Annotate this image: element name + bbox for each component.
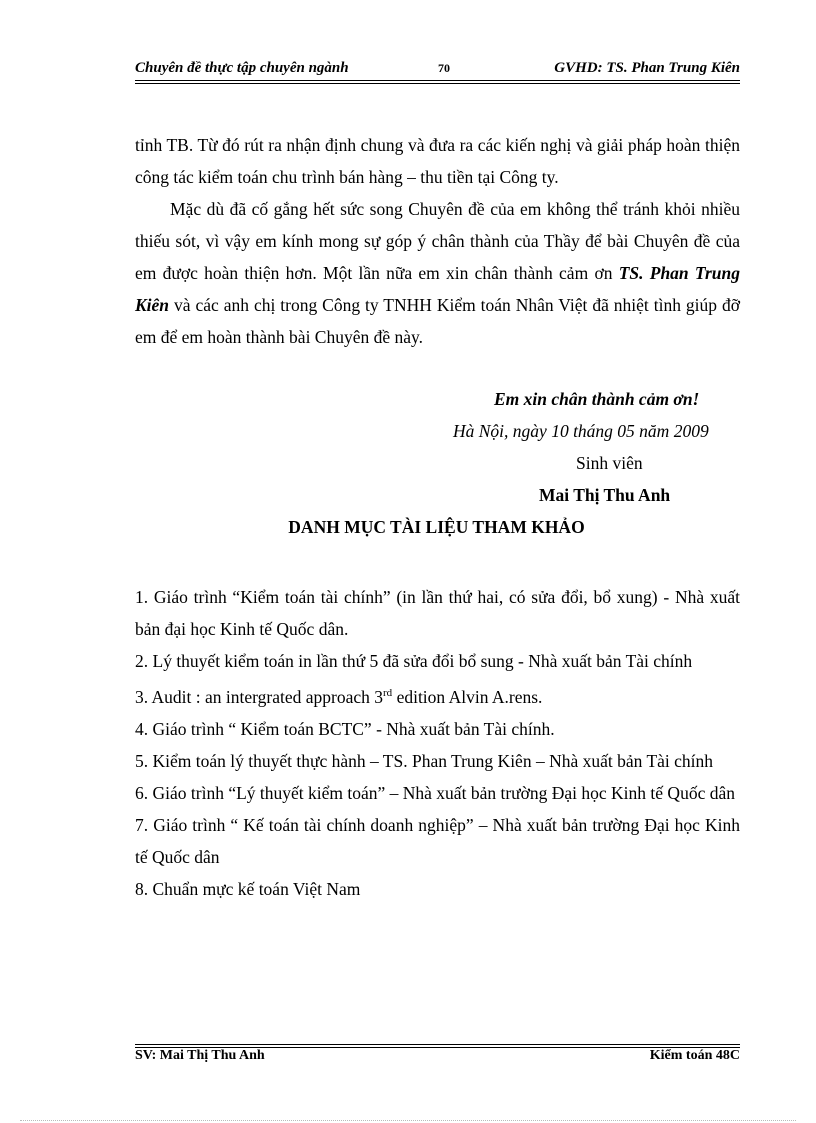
reference-item: 5. Kiểm toán lý thuyết thực hành – TS. Phan Trung Kiên – Nhà xuất bản Tài chính — [135, 750, 714, 771]
reference-item: 4. Giáo trình “ Kiểm toán BCTC” - Nhà xuất bản Tài chính. — [135, 718, 555, 739]
signature-role: Sinh viên — [576, 453, 643, 473]
supervisor-name: TS. Phan Trung Kiên — [135, 263, 740, 315]
reference-item: 2. Lý thuyết kiểm toán in lần thứ 5 đã sửa đổi bổ sung - Nhà xuất bản Tài chính — [135, 651, 693, 671]
body-paragraph-2 — [135, 193, 740, 353]
references-list — [135, 581, 740, 905]
reference-3-text-a: 3. Audit : an intergrated approach 3 — [135, 686, 384, 707]
reference-item: 8. Chuẩn mực kế toán Việt Nam — [135, 878, 361, 899]
reference-item: 6. Giáo trình “Lý thuyết kiểm toán” – Nhà xuất bản trường Đại học Kinh tế Quốc dân — [135, 782, 735, 803]
footer-student: SV: Mai Thị Thu Anh — [135, 1048, 265, 1063]
reference-item: 7. Giáo trình “ Kế toán tài chính doanh nghiệp” – Nhà xuất bản trường Đại học Kinh tế Quốc dân — [135, 814, 740, 867]
paragraph-2-text-b: và các anh chị trong Công ty TNHH Kiểm toán Nhân Việt đã nhiệt tình giúp đỡ em để em hoàn thành bài Chuyên đề này. — [135, 295, 740, 347]
page-edge-dotted-line — [20, 1120, 796, 1121]
signature-thanks: Em xin chân thành cảm ơn! — [494, 389, 700, 409]
header-rule — [135, 80, 740, 81]
paragraph-2-text-a: Mặc dù đã cố gắng hết sức song Chuyên đề của em không thể tránh khỏi nhiều thiếu sót, vì vậy em kính mong sự góp ý chân thành của Thầy để bài Chuyên đề của em được hoàn thiện hơn. Một lần nữa em xin chân thành cảm ơn — [135, 199, 740, 283]
references-title: DANH MỤC TÀI LIỆU THAM KHẢO — [288, 517, 585, 537]
footer-rule-thin — [135, 1044, 740, 1045]
page-number: 70 — [438, 61, 450, 75]
header-rule-thin — [135, 83, 740, 84]
footer-class: Kiểm toán 48C — [649, 1048, 740, 1063]
reference-3-text-b: edition Alvin A.rens. — [392, 686, 543, 707]
header-supervisor: GVHD: TS. Phan Trung Kiên — [554, 60, 740, 76]
signature-date: Hà Nội, ngày 10 tháng 05 năm 2009 — [453, 421, 709, 441]
body-paragraph-1: tỉnh TB. Từ đó rút ra nhận định chung và đưa ra các kiến nghị và giải pháp hoàn thiện công tác kiểm toán chu trình bán hàng – thu tiền tại Công ty. — [135, 135, 740, 187]
reference-3-superscript: rd — [383, 687, 393, 699]
header-title: Chuyên đề thực tập chuyên ngành — [135, 60, 349, 76]
reference-item — [135, 677, 740, 713]
signature-name: Mai Thị Thu Anh — [539, 485, 671, 505]
reference-item: 1. Giáo trình “Kiểm toán tài chính” (in lần thứ hai, có sửa đổi, bổ xung) - Nhà xuất bản đại học Kinh tế Quốc dân. — [135, 587, 740, 639]
